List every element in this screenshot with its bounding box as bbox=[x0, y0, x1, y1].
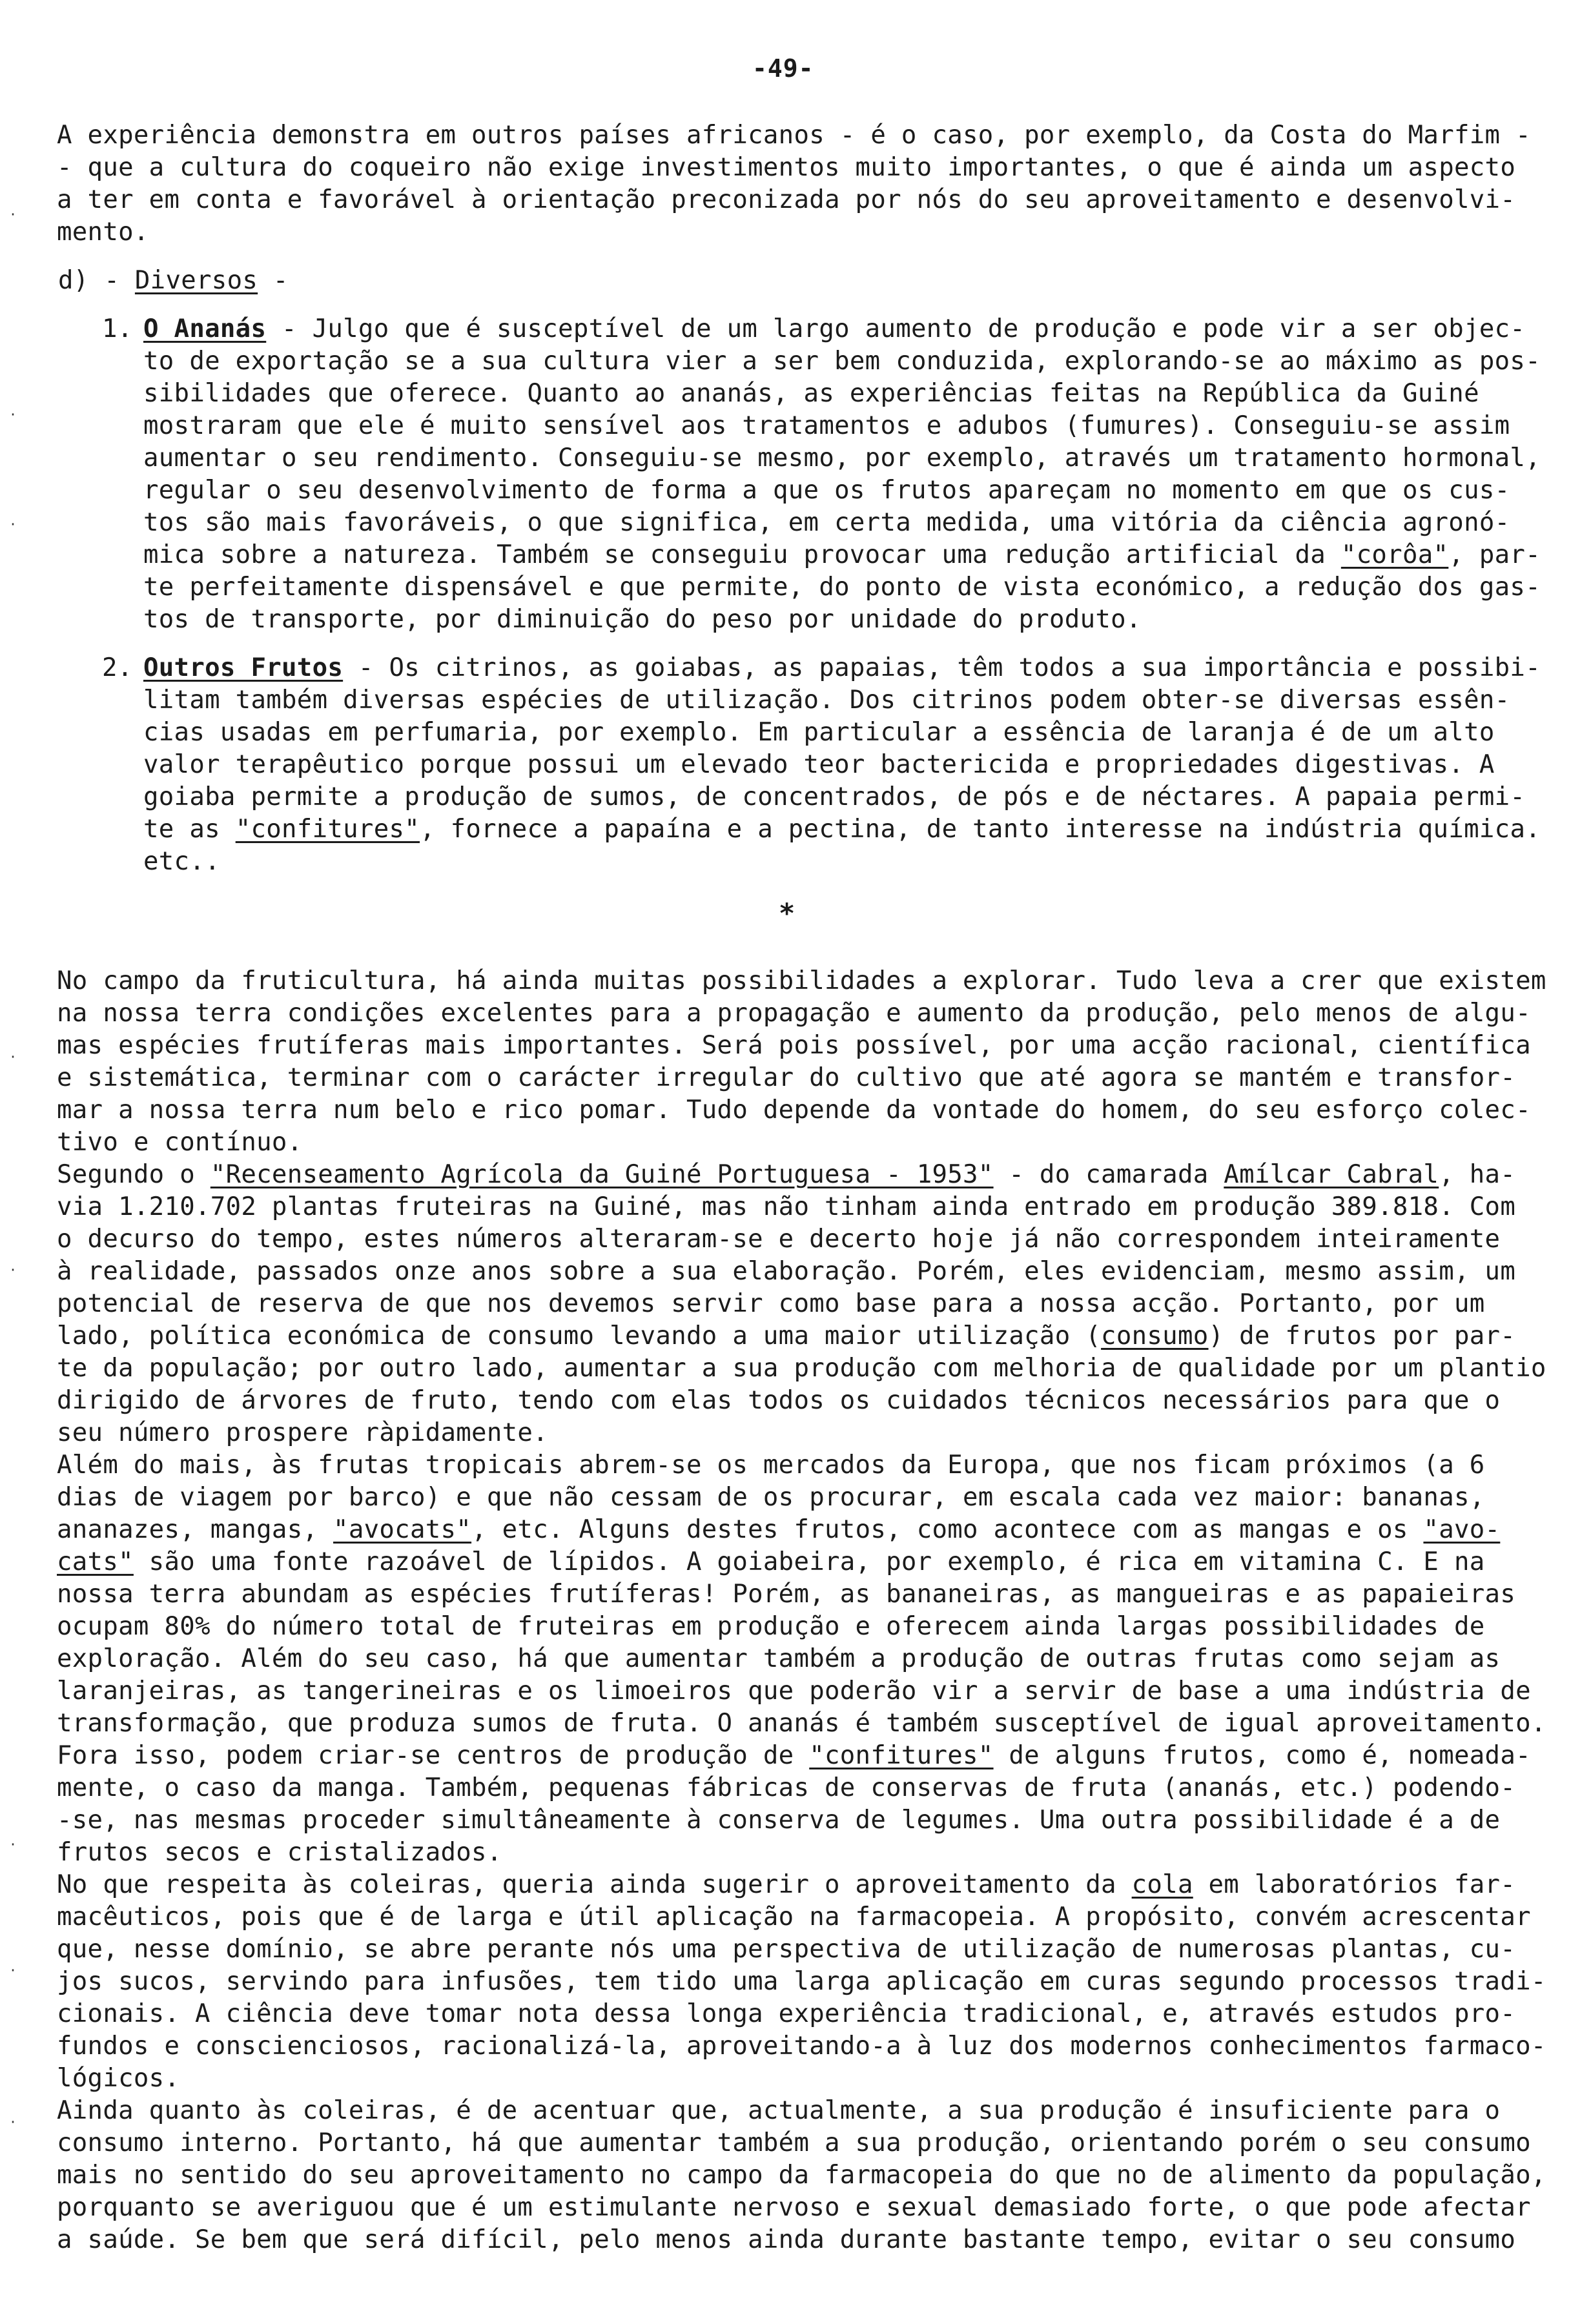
paragraph-line: e sistemática, terminar com o carácter irregular do cultivo que até agora se mantém e transfor- bbox=[57, 1063, 1516, 1092]
paragraph-line: Fora isso, podem criar-se centros de produção de "confitures" de alguns frutos, como é, nomeada- bbox=[57, 1741, 1531, 1770]
term-consumo: consumo bbox=[1101, 1321, 1209, 1351]
term-cola: cola bbox=[1131, 1870, 1193, 1899]
section-separator: * bbox=[779, 897, 796, 929]
item1-line: mica sobre a natureza. Também se conseguiu provocar uma redução artificial da "corôa", par- bbox=[143, 540, 1541, 569]
paragraph-line: ocupam 80% do número total de fruteiras em produção e oferecem ainda largas possibilidades de bbox=[57, 1612, 1485, 1641]
item1-title: O Ananás bbox=[143, 314, 267, 343]
scan-mark: · bbox=[9, 1837, 17, 1852]
item1-line: tos são mais favoráveis, o que significa, em certa medida, uma vitória da ciência agronó- bbox=[143, 508, 1510, 537]
paragraph-line: No campo da fruticultura, há ainda muitas possibilidades a explorar. Tudo leva a crer que existem bbox=[57, 966, 1546, 995]
paragraph-line: laranjeiras, as tangerineiras e os limoeiros que poderão vir a servir de base a uma indústria de bbox=[57, 1677, 1531, 1706]
scan-mark: · bbox=[9, 407, 17, 422]
paragraph-line: dirigido de árvores de fruto, tendo com elas todos os cuidados técnicos necessários para que o bbox=[57, 1386, 1501, 1415]
scan-mark: · bbox=[9, 1049, 17, 1065]
paragraph-line: nossa terra abundam as espécies frutíferas! Porém, as bananeiras, as mangueiras e as papaieiras bbox=[57, 1580, 1516, 1609]
paragraph-line: -se, nas mesmas proceder simultâneamente à conserva de legumes. Uma outra possibilidade é a de bbox=[57, 1806, 1501, 1835]
paragraph-line: lado, política económica de consumo levando a uma maior utilização (consumo) de frutos por par- bbox=[57, 1321, 1516, 1351]
scan-mark: · bbox=[9, 1962, 17, 1978]
term-avocats: "avocats" bbox=[333, 1515, 472, 1544]
item1-line: mostraram que ele é muito sensível aos tratamentos e adubos (fumures). Conseguiu-se assim bbox=[143, 411, 1510, 440]
paragraph-line: mar a nossa terra num belo e rico pomar. Tudo depende da vontade do homem, do seu esforço colec- bbox=[57, 1096, 1531, 1125]
paragraph-line: te da população; por outro lado, aumentar a sua produção com melhoria de qualidade por um plantio bbox=[57, 1354, 1546, 1383]
paragraph-line: macêuticos, pois que é de larga e útil aplicação na farmacopeia. A propósito, convém acrescentar bbox=[57, 1902, 1531, 1932]
intro-line: A experiência demonstra em outros países africanos - é o caso, por exemplo, da Costa do Marfim - bbox=[57, 121, 1531, 150]
paragraph-line: à realidade, passados onze anos sobre a sua elaboração. Porém, eles evidenciam, mesmo assim, um bbox=[57, 1257, 1516, 1286]
item1-line: aumentar o seu rendimento. Conseguiu-se mesmo, por exemplo, através um tratamento hormonal, bbox=[143, 443, 1541, 473]
paragraph-line: que, nesse domínio, se abre perante nós uma perspectiva de utilização de numerosas plantas, cu- bbox=[57, 1935, 1516, 1964]
section-title: Diversos bbox=[134, 266, 258, 295]
paragraph-line: tivo e contínuo. bbox=[57, 1128, 303, 1157]
paragraph-line: transformação, que produza sumos de fruta. O ananás é também susceptível de igual aproveitamento. bbox=[57, 1709, 1546, 1738]
paragraph-line: jos sucos, servindo para infusões, tem tido uma larga aplicação em curas segundo processos tradi- bbox=[57, 1967, 1546, 1996]
item1-line: to de exportação se a sua cultura vier a ser bem conduzida, explorando-se ao máximo as pos- bbox=[143, 347, 1541, 376]
scan-mark: · bbox=[9, 1262, 17, 1278]
scan-mark: · bbox=[9, 207, 17, 222]
paragraph-line: mais no sentido do seu aproveitamento no campo da farmacopeia do que no de alimento da população, bbox=[57, 2161, 1546, 2190]
paragraph-line: na nossa terra condições excelentes para a propagação e aumento da produção, pelo menos de algu- bbox=[57, 999, 1531, 1028]
paragraph-line: No que respeita às coleiras, queria ainda sugerir o aproveitamento da cola em laboratórios far- bbox=[57, 1870, 1516, 1899]
paragraph-line: exploração. Além do seu caso, há que aumentar também a produção de outras frutas como sejam as bbox=[57, 1644, 1501, 1673]
paragraph-line: lógicos. bbox=[57, 2064, 180, 2093]
paragraph-line: dias de viagem por barco) e que não cessam de os procurar, em escala cada vez maior: bananas, bbox=[57, 1483, 1485, 1512]
item2-line: valor terapêutico porque possui um elevado teor bactericida e propriedades digestivas. A bbox=[143, 750, 1495, 779]
paragraph-line: frutos secos e cristalizados. bbox=[57, 1838, 502, 1867]
paragraph-line: cionais. A ciência deve tomar nota dessa longa experiência tradicional, e, através estudos pro- bbox=[57, 1999, 1516, 2028]
paragraph-line: fundos e conscienciosos, racionalizá-la, aproveitando-a à luz dos modernos conhecimentos farmaco- bbox=[57, 2032, 1546, 2061]
item1-line: sibilidades que oferece. Quanto ao ananás, as experiências feitas na República da Guiné bbox=[143, 379, 1479, 408]
item1-line: tos de transporte, por diminuição do peso por unidade do produto. bbox=[143, 605, 1142, 634]
paragraph-line: Além do mais, às frutas tropicais abrem-se os mercados da Europa, que nos ficam próximos (a 6 bbox=[57, 1451, 1485, 1480]
paragraph-line: consumo interno. Portanto, há que aumentar também a sua produção, orientando porém o seu consumo bbox=[57, 2128, 1531, 2157]
item2-line: Outros Frutos - Os citrinos, as goiabas, as papaias, têm todos a sua importância e possibi- bbox=[143, 653, 1541, 682]
paragraph-line: mas espécies frutíferas mais importantes. Será pois possível, por uma acção racional, científica bbox=[57, 1031, 1531, 1060]
paragraph-line: Segundo o "Recenseamento Agrícola da Guiné Portuguesa - 1953" - do camarada Amílcar Cabral, ha- bbox=[57, 1160, 1516, 1189]
paragraph-line: porquanto se averiguou que é um estimulante nervoso e sexual demasiado forte, o que pode afectar bbox=[57, 2193, 1531, 2222]
term-avocats: "avo- bbox=[1423, 1515, 1501, 1544]
paragraph-line: o decurso do tempo, estes números alteraram-se e decerto hoje já não correspondem inteiramente bbox=[57, 1225, 1501, 1254]
item-number: 2. bbox=[102, 653, 133, 682]
term-confitures: "confitures" bbox=[235, 815, 420, 844]
paragraph-line: ananazes, mangas, "avocats", etc. Alguns destes frutos, como acontece com as mangas e os "avo- bbox=[57, 1515, 1501, 1544]
paragraph-line: a saúde. Se bem que será difícil, pelo menos ainda durante bastante tempo, evitar o seu consumo bbox=[57, 2225, 1516, 2254]
scan-mark: · bbox=[9, 2114, 17, 2130]
paragraph-line: potencial de reserva de que nos devemos servir como base para a nossa acção. Portanto, por um bbox=[57, 1289, 1485, 1318]
item1-line: O Ananás - Julgo que é susceptível de um largo aumento de produção e pode vir a ser objec- bbox=[143, 314, 1526, 343]
intro-line: mento. bbox=[57, 218, 149, 247]
item2-line: goiaba permite a produção de sumos, de concentrados, de pós e de néctares. A papaia permi- bbox=[143, 782, 1526, 811]
item2-line: litam também diversas espécies de utilização. Dos citrinos podem obter-se diversas essên- bbox=[143, 686, 1510, 715]
item2-line: etc.. bbox=[143, 847, 220, 876]
item2-title: Outros Frutos bbox=[143, 653, 344, 682]
paragraph-line: via 1.210.702 plantas fruteiras na Guiné, mas não tinham ainda entrado em produção 389.818. Com bbox=[57, 1192, 1516, 1221]
term-confitures: "confitures" bbox=[809, 1741, 994, 1770]
intro-line: a ter em conta e favorável à orientação preconizada por nós do seu aproveitamento e desenvolvi- bbox=[57, 185, 1516, 214]
term-avocats: cats" bbox=[57, 1547, 134, 1576]
scan-mark: · bbox=[9, 516, 17, 532]
intro-line: - que a cultura do coqueiro não exige investimentos muito importantes, o que é ainda um aspecto bbox=[57, 153, 1516, 182]
paragraph-line: Ainda quanto às coleiras, é de acentuar que, actualmente, a sua produção é insuficiente para o bbox=[57, 2096, 1501, 2125]
paragraph-line: mente, o caso da manga. Também, pequenas fábricas de conservas de fruta (ananás, etc.) podendo- bbox=[57, 1773, 1516, 1802]
citation-title: "Recenseamento Agrícola da Guiné Portuguesa - 1953" bbox=[210, 1160, 994, 1189]
item-number: 1. bbox=[102, 314, 133, 343]
item1-line: te perfeitamente dispensável e que permite, do ponto de vista económico, a redução dos gas- bbox=[143, 573, 1541, 602]
item2-line: cias usadas em perfumaria, por exemplo. Em particular a essência de laranja é de um alto bbox=[143, 718, 1495, 747]
author-name: Amílcar Cabral bbox=[1224, 1160, 1439, 1189]
term-corda: "corôa" bbox=[1340, 540, 1449, 569]
item2-line: te as "confitures", fornece a papaína e a pectina, de tanto interesse na indústria química. bbox=[143, 815, 1541, 844]
item1-line: regular o seu desenvolvimento de forma a que os frutos apareçam no momento em que os cus- bbox=[143, 476, 1510, 505]
page-number: -49- bbox=[752, 54, 814, 83]
paragraph-line: cats" são uma fonte razoável de lípidos. A goiabeira, por exemplo, é rica em vitamina C. E na bbox=[57, 1547, 1485, 1576]
section-heading: d) - Diversos - bbox=[58, 266, 289, 295]
paragraph-line: seu número prospere ràpidamente. bbox=[57, 1418, 548, 1447]
